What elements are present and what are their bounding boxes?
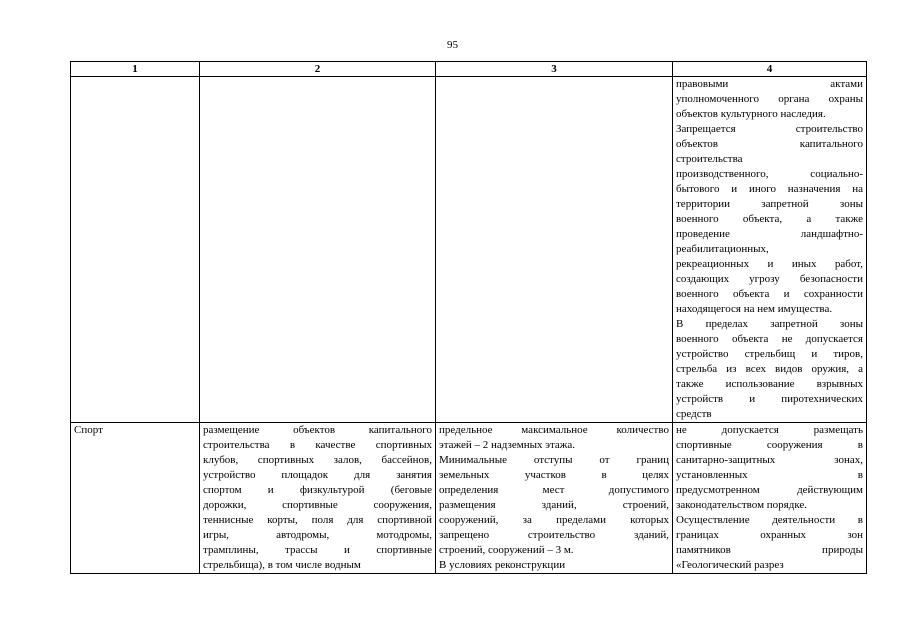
- header-col-3: 3: [436, 62, 673, 77]
- text-line: военного объекта и сохранности: [676, 288, 863, 300]
- text-line: создающих угрозу безопасности: [676, 273, 863, 285]
- text-line: производственного, социально-: [676, 168, 863, 180]
- header-col-1: 1: [71, 62, 200, 77]
- zoning-table: [70, 61, 867, 574]
- text-line: не допускается размещать: [676, 424, 863, 436]
- text-line: средств: [676, 408, 712, 420]
- text-line: рекреационных и иных работ,: [676, 258, 863, 270]
- text-line: границах охранных зон: [676, 529, 863, 541]
- row1-col2-cell: [200, 77, 436, 423]
- text-line: правовыми актами: [676, 78, 863, 90]
- text-line: устройство стрельбищ и тиров,: [676, 348, 863, 360]
- text-line: теннисные корты, поля для спортивной: [203, 514, 432, 526]
- text-line: строительства в качестве спортивных: [203, 439, 432, 451]
- text-line: сооружений, за пределами которых: [439, 514, 669, 526]
- text-line: спортивные сооружения в: [676, 439, 863, 451]
- header-col-4: 4: [673, 62, 867, 77]
- text-line: клубов, спортивных залов, бассейнов,: [203, 454, 432, 466]
- text-line: стрельба из всех видов оружия, а: [676, 363, 863, 375]
- row2-col3-text: [439, 423, 669, 573]
- text-line: также использование взрывных: [676, 378, 863, 390]
- text-line: предельное максимальное количество: [439, 424, 669, 436]
- row2-col4-cell: [673, 423, 867, 574]
- text-line: военного объекта не допускается: [676, 333, 863, 345]
- text-line: Минимальные отступы от границ: [439, 454, 669, 466]
- text-line: санитарно-защитных зонах,: [676, 454, 863, 466]
- row2-col2-text: [203, 423, 432, 573]
- page-number: 95: [447, 39, 458, 51]
- text-line: размещения зданий, строений,: [439, 499, 669, 511]
- text-line: Осуществление деятельности в: [676, 514, 863, 526]
- table-row: [71, 77, 867, 423]
- text-line: дорожки, спортивные сооружения,: [203, 499, 432, 511]
- text-line: предусмотренном действующим: [676, 484, 863, 496]
- text-line: строительства: [676, 153, 743, 165]
- text-line: этажей – 2 надземных этажа.: [439, 439, 576, 451]
- text-line: объектов культурного наследия.: [676, 108, 826, 120]
- row1-col4-text: [676, 77, 863, 422]
- text-line: трамплины, трассы и спортивные: [203, 544, 432, 556]
- text-line: проведение ландшафтно-: [676, 228, 863, 240]
- text-line: устройств и пиротехнических: [676, 393, 863, 405]
- text-line: В пределах запретной зоны: [676, 318, 863, 330]
- table-row: [71, 423, 867, 574]
- table-header-row: [71, 62, 867, 77]
- text-line: спортом и физкультурой (беговые: [203, 484, 432, 496]
- text-line: законодательством порядке.: [676, 499, 808, 511]
- text-line: территории запретной зоны: [676, 198, 863, 210]
- text-line: игры, автодромы, мотодромы,: [203, 529, 432, 541]
- header-col-2: 2: [200, 62, 436, 77]
- text-line: В условиях реконструкции: [439, 559, 566, 571]
- text-line: реабилитационных,: [676, 243, 769, 255]
- text-line: установленных в: [676, 469, 863, 481]
- row2-col2-cell: [200, 423, 436, 574]
- text-line: Запрещается строительство: [676, 123, 863, 135]
- text-line: стрельбища), в том числе водным: [203, 559, 361, 571]
- text-line: устройство площадок для занятия: [203, 469, 432, 481]
- text-line: находящегося на нем имущества.: [676, 303, 833, 315]
- row1-col3-cell: [436, 77, 673, 423]
- text-line: «Геологический разрез: [676, 559, 784, 571]
- text-line: запрещено строительство зданий,: [439, 529, 669, 541]
- row1-col4-cell: [673, 77, 867, 423]
- text-line: строений, сооружений – 3 м.: [439, 544, 574, 556]
- text-line: военного объекта, а также: [676, 213, 863, 225]
- text-line: бытового и иного назначения на: [676, 183, 863, 195]
- text-line: уполномоченного органа охраны: [676, 93, 863, 105]
- row2-col4-text: [676, 423, 863, 573]
- text-line: объектов капитального: [676, 138, 863, 150]
- text-line: памятников природы: [676, 544, 863, 556]
- row1-col1-cell: [71, 77, 200, 423]
- text-line: земельных участков в целях: [439, 469, 669, 481]
- text-line: размещение объектов капитального: [203, 424, 432, 436]
- text-line: определения мест допустимого: [439, 484, 669, 496]
- row2-col1-cell: Спорт: [71, 423, 200, 574]
- row2-col3-cell: [436, 423, 673, 574]
